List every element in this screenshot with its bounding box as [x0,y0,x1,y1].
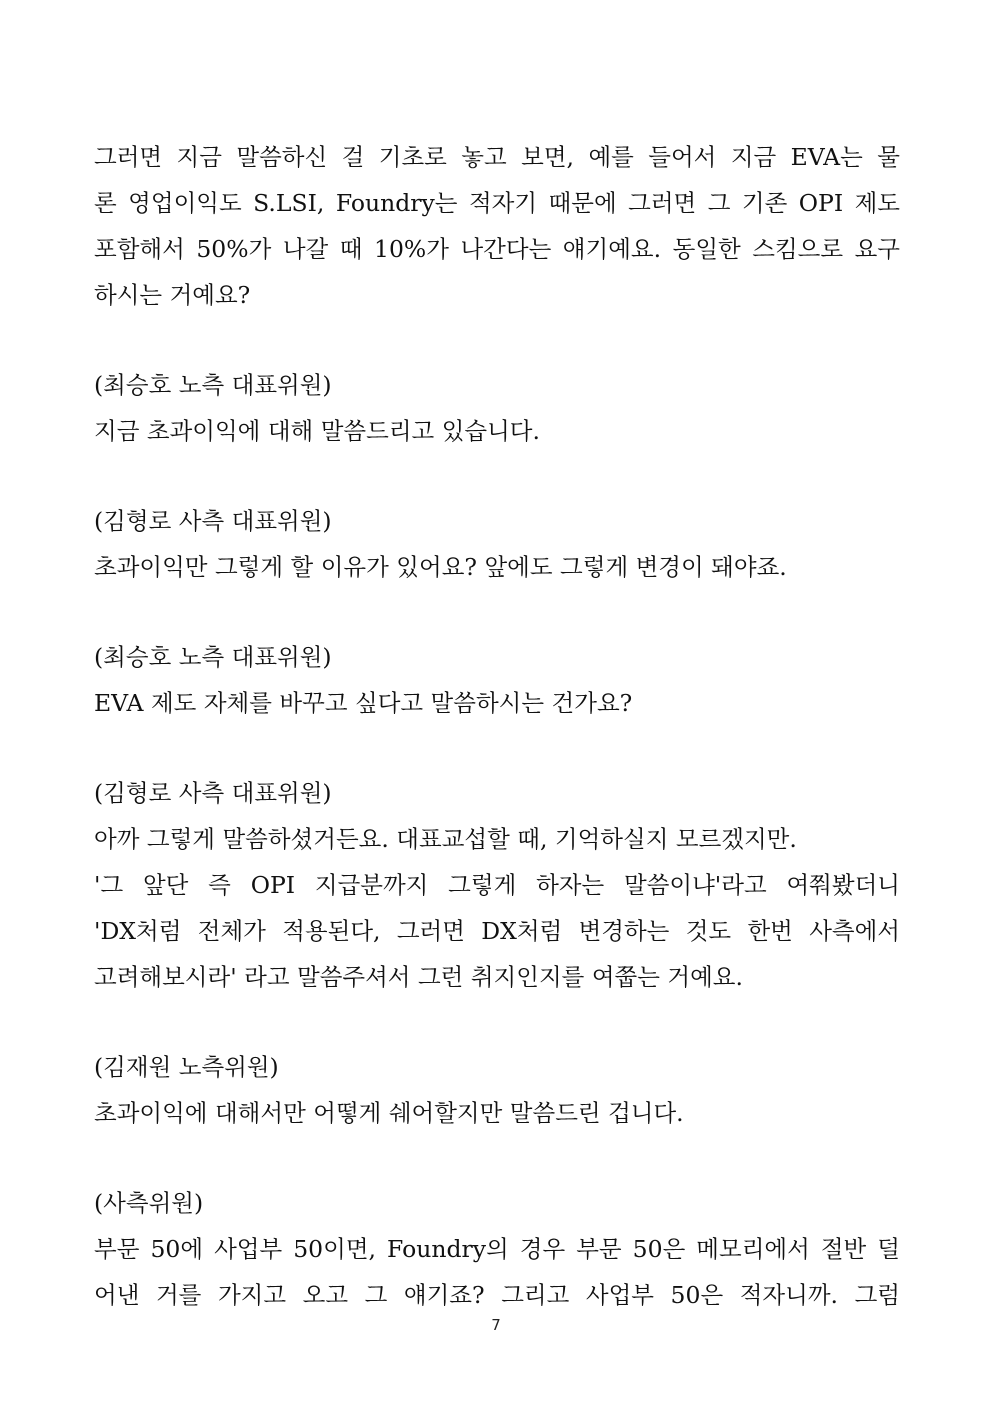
speaker-label: (최승호 노측 대표위원) [94,371,332,399]
text-line: 아까 그렇게 말씀하셨거든요. 대표교섭할 때, 기억하실지 모르겠지만. [94,825,797,853]
text-line: '그 앞단 즉 OPI 지급분까지 그렇게 하자는 말씀이냐'라고 여쭤봤더니 [94,871,900,899]
text-line: 부문 50에 사업부 50이면, Foundry의 경우 부문 50은 메모리에서 절반 덜 [94,1235,900,1263]
text-line: 어낸 거를 가지고 오고 그 얘기죠? 그리고 사업부 50은 적자니까. 그럼 [94,1281,900,1309]
text-line: 하시는 거예요? [94,281,251,309]
text-line: 초과이익만 그렇게 할 이유가 있어요? 앞에도 그렇게 변경이 돼야죠. [94,553,787,581]
paragraph [94,134,900,318]
speaker-label: (최승호 노측 대표위원) [94,643,332,671]
document-body [94,134,900,1318]
text-line: 고려해보시라' 라고 말씀주셔서 그런 취지인지를 여쭙는 거예요. [94,963,743,991]
text-line: 그러면 지금 말씀하신 걸 기초로 놓고 보면, 예를 들어서 지금 EVA는 물 [94,143,900,171]
page-number: 7 [491,1316,501,1334]
text-line: 포함해서 50%가 나갈 때 10%가 나간다는 얘기예요. 동일한 스킴으로 요구 [94,235,900,263]
speaker-block [94,634,900,726]
speaker-label: (김형로 사측 대표위원) [94,779,332,807]
speaker-label: (김형로 사측 대표위원) [94,507,332,535]
text-line: 'DX처럼 전체가 적용된다, 그러면 DX처럼 변경하는 것도 한번 사측에서 [94,917,900,945]
speaker-block [94,1044,900,1136]
text-line: 초과이익에 대해서만 어떻게 쉐어할지만 말씀드린 겁니다. [94,1099,684,1127]
speaker-block [94,498,900,590]
text-line: 론 영업이익도 S.LSI, Foundry는 적자기 때문에 그러면 그 기존 OPI 제도 [94,189,900,217]
text-line: 지금 초과이익에 대해 말씀드리고 있습니다. [94,417,540,445]
speaker-block [94,770,900,1000]
speaker-block [94,1180,900,1318]
speaker-block [94,362,900,454]
speaker-label: (김재원 노측위원) [94,1053,279,1081]
text-line: EVA 제도 자체를 바꾸고 싶다고 말씀하시는 건가요? [94,689,633,717]
speaker-label: (사측위원) [94,1189,204,1217]
